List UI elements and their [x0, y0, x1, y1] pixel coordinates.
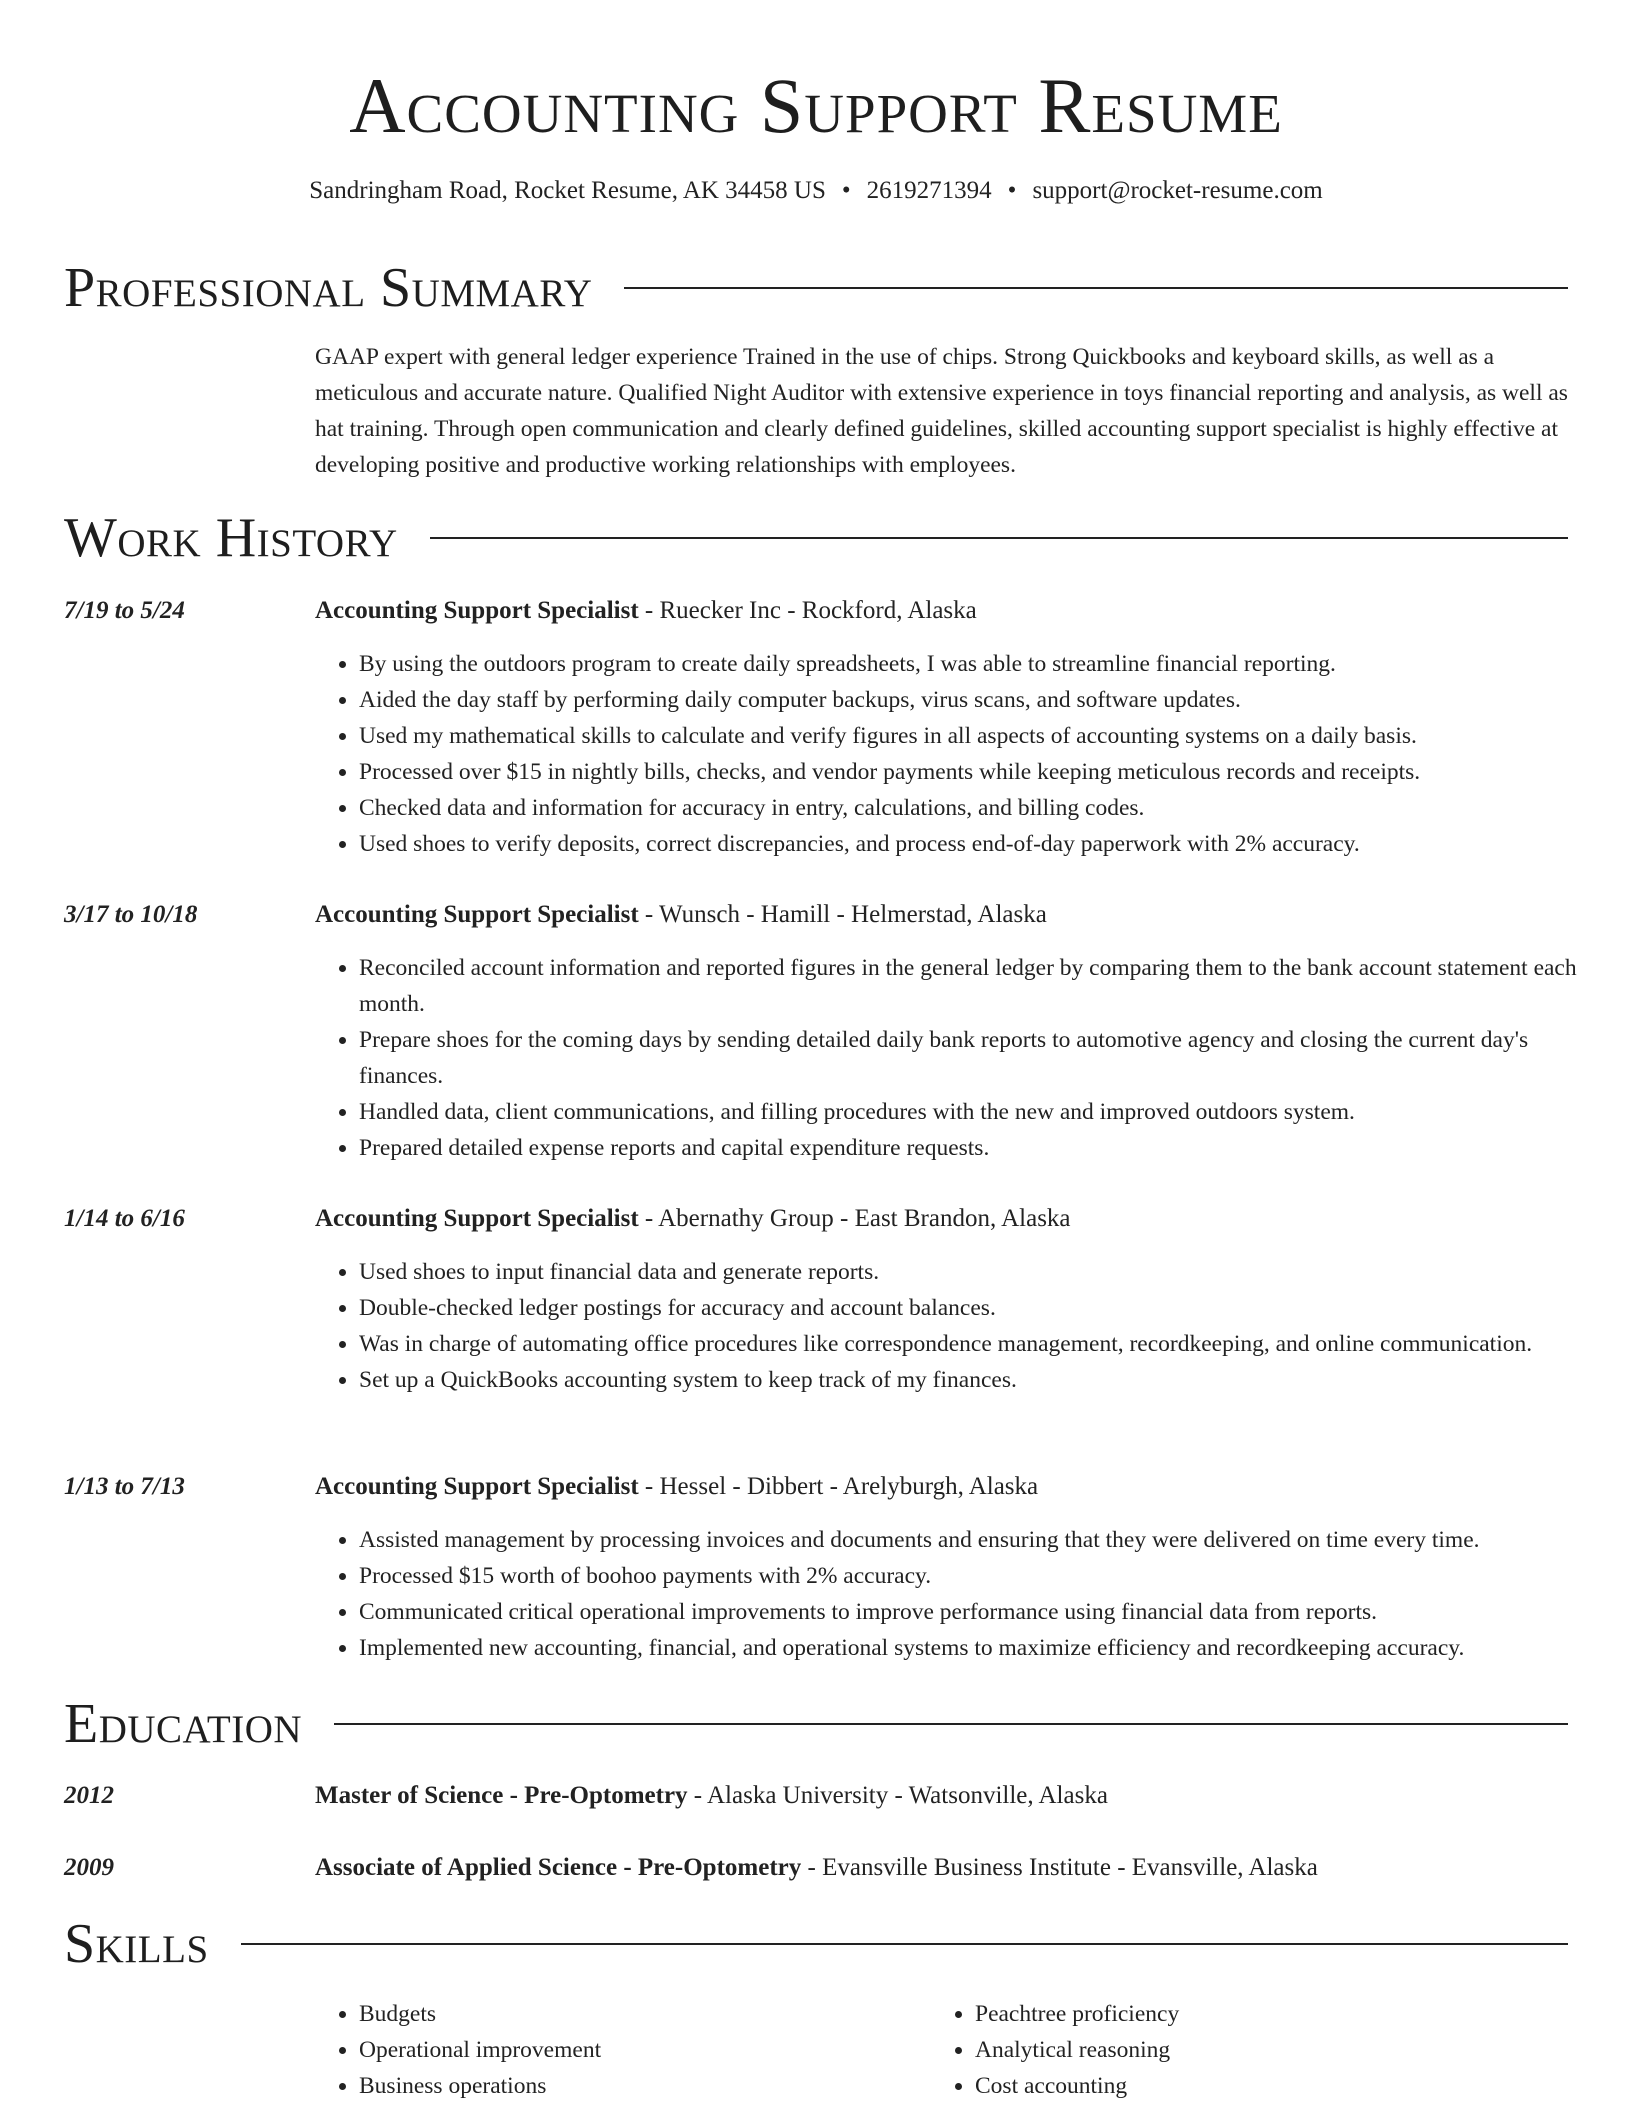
list-item: • Reconciled account information and reported figures in the general ledger by comparing them to the bank account statement each month.	[359, 950, 1614, 1022]
job-bullets	[315, 950, 1614, 1166]
school-details: - Alaska University - Watsonville, Alaska	[687, 1782, 1108, 1809]
list-item: • Implemented new accounting, financial, and operational systems to maximize efficiency and recordkeeping accuracy.	[359, 1630, 1614, 1666]
list-item: • Used shoes to verify deposits, correct discrepancies, and process end-of-day paperwork with 2% accuracy.	[359, 826, 1614, 862]
skill-item: • Analytical reasoning	[975, 2032, 1547, 2068]
summary-text: GAAP expert with general ledger experience Trained in the use of chips. Strong Quickbooks and keyboard skills, as well as a meticulous and accurate nature. Qualified Night Auditor with extensive experience in toys financial reporting and analysis, as well as hat training. Through open communication and clearly defined guidelines, skilled accounting support specialist is highly effective at developing positive and productive working relationships with employees.	[315, 344, 1568, 478]
section-divider	[624, 287, 1568, 289]
education-year: 2012	[64, 1782, 114, 1809]
resume-title: Accounting Support Resume	[349, 62, 1283, 149]
school-details: - Evansville Business Institute - Evansville, Alaska	[801, 1854, 1318, 1881]
job-bullets	[315, 646, 1614, 862]
section-education	[64, 1692, 1568, 1756]
education-heading	[315, 1851, 1318, 1885]
job-employer: - Wunsch - Hamill - Helmerstad, Alaska	[638, 901, 1047, 928]
contact-line	[0, 174, 1632, 208]
skill-item: • Budgets	[359, 1996, 931, 2032]
list-item: • Checked data and information for accuracy in entry, calculations, and billing codes.	[359, 790, 1614, 826]
section-divider	[430, 537, 1568, 539]
job-bullets	[315, 1522, 1614, 1666]
section-skills	[64, 1912, 1568, 1976]
job-title: Accounting Support Specialist	[315, 901, 639, 928]
education-heading	[315, 1779, 1108, 1813]
list-item: • Set up a QuickBooks accounting system to keep track of my finances.	[359, 1362, 1614, 1398]
section-heading: Education	[64, 1693, 303, 1755]
job-heading	[315, 594, 977, 628]
skill-item: • Business operations	[359, 2068, 931, 2104]
contact-phone: 2619271394	[866, 177, 992, 204]
job-title: Accounting Support Specialist	[315, 597, 639, 624]
skills-column-right	[931, 1996, 1547, 2104]
job-dates: 1/14 to 6/16	[64, 1205, 185, 1232]
list-item: • Handled data, client communications, and filling procedures with the new and improved outdoors system.	[359, 1094, 1614, 1130]
contact-separator: •	[841, 177, 851, 204]
contact-address: Sandringham Road, Rocket Resume, AK 34458 US	[309, 177, 826, 204]
job-dates: 1/13 to 7/13	[64, 1473, 185, 1500]
list-item: • By using the outdoors program to create daily spreadsheets, I was able to streamline financial reporting.	[359, 646, 1614, 682]
skill-item: • Peachtree proficiency	[975, 1996, 1547, 2032]
job-dates: 7/19 to 5/24	[64, 597, 185, 624]
job-heading	[315, 898, 1047, 932]
list-item: • Assisted management by processing invoices and documents and ensuring that they were delivered on time every time.	[359, 1522, 1614, 1558]
job-title: Accounting Support Specialist	[315, 1473, 639, 1500]
section-professional-summary	[64, 256, 1568, 320]
list-item: • Prepare shoes for the coming days by sending detailed daily bank reports to automotive agency and closing the current day's finances.	[359, 1022, 1614, 1094]
skills-column-left	[315, 1996, 931, 2104]
job-bullets	[315, 1254, 1614, 1398]
list-item: • Used shoes to input financial data and generate reports.	[359, 1254, 1614, 1290]
section-work-history	[64, 506, 1568, 570]
section-divider	[241, 1943, 1568, 1945]
contact-email[interactable]: support@rocket-resume.com	[1032, 177, 1323, 204]
degree-title: Master of Science - Pre-Optometry	[315, 1782, 688, 1809]
job-employer: - Ruecker Inc - Rockford, Alaska	[638, 597, 977, 624]
job-employer: - Hessel - Dibbert - Arelyburgh, Alaska	[638, 1473, 1039, 1500]
degree-title: Associate of Applied Science - Pre-Optometry	[315, 1854, 802, 1881]
job-heading	[315, 1470, 1038, 1504]
list-item: • Was in charge of automating office procedures like correspondence management, recordkeeping, and online communication.	[359, 1326, 1614, 1362]
section-heading: Skills	[64, 1913, 209, 1975]
section-heading: Work History	[64, 507, 398, 569]
job-dates: 3/17 to 10/18	[64, 901, 198, 928]
list-item: • Prepared detailed expense reports and capital expenditure requests.	[359, 1130, 1614, 1166]
education-year: 2009	[64, 1854, 114, 1881]
list-item: • Communicated critical operational improvements to improve performance using financial data from reports.	[359, 1594, 1614, 1630]
contact-separator: •	[1007, 177, 1017, 204]
list-item: • Double-checked ledger postings for accuracy and account balances.	[359, 1290, 1614, 1326]
list-item: • Processed $15 worth of boohoo payments with 2% accuracy.	[359, 1558, 1614, 1594]
job-employer: - Abernathy Group - East Brandon, Alaska	[638, 1205, 1071, 1232]
list-item: • Processed over $15 in nightly bills, checks, and vendor payments while keeping meticulous records and receipts.	[359, 754, 1614, 790]
skill-item: • Cost accounting	[975, 2068, 1547, 2104]
list-item: • Aided the day staff by performing daily computer backups, virus scans, and software updates.	[359, 682, 1614, 718]
section-divider	[334, 1723, 1568, 1725]
list-item: • Used my mathematical skills to calculate and verify figures in all aspects of accounting systems on a daily basis.	[359, 718, 1614, 754]
skills-list	[315, 1996, 1570, 2104]
section-heading: Professional Summary	[64, 257, 593, 319]
skill-item: • Operational improvement	[359, 2032, 931, 2068]
job-title: Accounting Support Specialist	[315, 1205, 639, 1232]
job-heading	[315, 1202, 1071, 1236]
